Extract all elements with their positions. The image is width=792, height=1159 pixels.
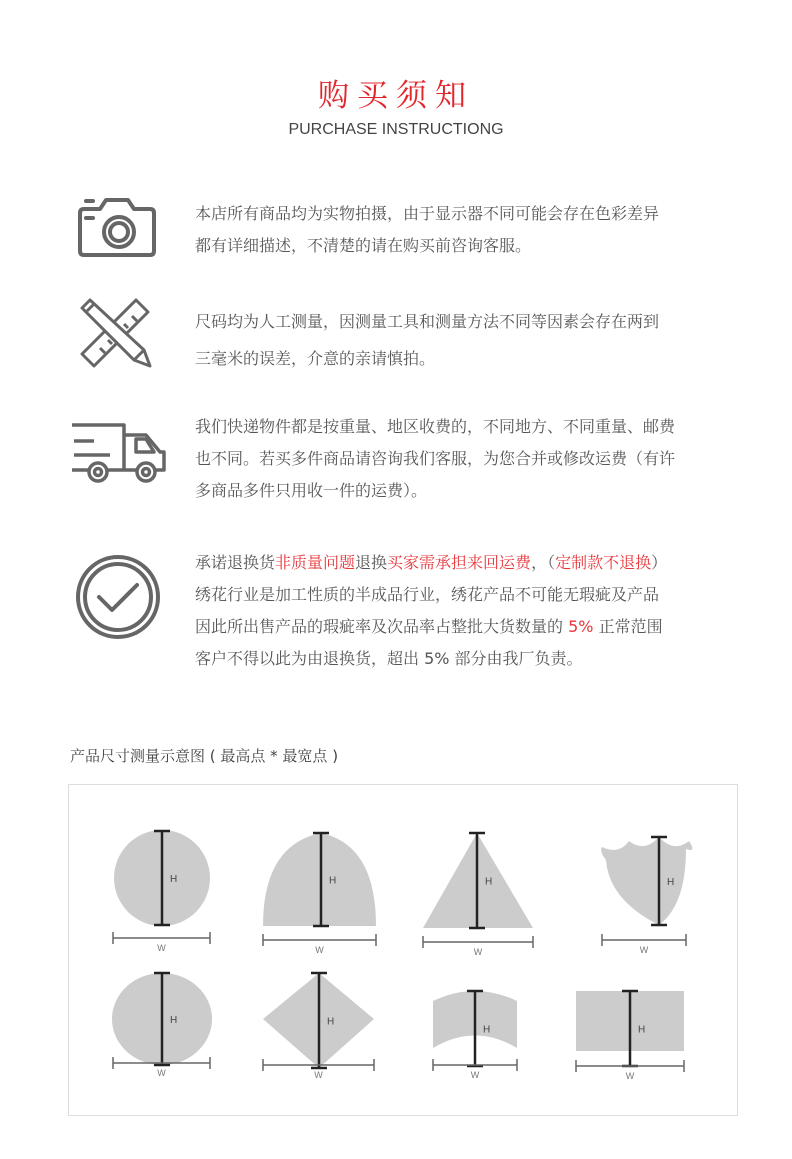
width-label: W	[157, 1068, 166, 1078]
measurement-diagram	[68, 784, 738, 1116]
notice-line: 本店所有商品均为实物拍摄，由于显示器不同可能会存在色彩差异	[195, 204, 660, 223]
notice-line: 尺码均为人工测量，因测量工具和测量方法不同等因素会存在两到	[195, 312, 660, 331]
highlight: 买家需承担来回运费	[387, 553, 532, 572]
notice-line: 三毫米的误差，介意的亲请慎拍。	[195, 349, 436, 368]
height-label: H	[483, 1024, 491, 1036]
notice-returns	[195, 547, 667, 675]
highlight: 5%	[568, 617, 594, 636]
notice-line: 我们快递物件都是按重量、地区收费的，不同地方、不同重量、邮费	[195, 417, 676, 436]
notice-line	[195, 547, 667, 579]
camera-icon	[76, 195, 158, 259]
ruler-pencil-icon	[78, 296, 154, 368]
check-circle-icon	[74, 553, 162, 641]
width-label: W	[625, 1071, 635, 1081]
notice-line: 也不同。若买多件商品请咨询我们客服，为您合并或修改运费（有许	[195, 449, 676, 468]
page-title: 购买须知	[318, 78, 474, 114]
width-label: W	[473, 947, 483, 957]
text: 正常范围	[593, 617, 663, 636]
height-label: H	[170, 1015, 178, 1026]
shape-dome	[263, 833, 376, 926]
notice-line: 多商品多件只用收一件的运费）。	[195, 481, 428, 500]
width-label: W	[314, 1070, 323, 1080]
height-label: H	[485, 876, 493, 888]
highlight: 非质量问题	[275, 553, 356, 572]
text: 因此所出售产品的瑕疵率及次品率占整批大货数量的	[195, 617, 569, 636]
width-label: W	[157, 943, 166, 953]
text: ，（	[531, 553, 556, 572]
width-label: W	[470, 1070, 480, 1080]
height-label: H	[170, 874, 178, 885]
notice-shipping	[195, 411, 675, 507]
height-label: H	[638, 1024, 646, 1036]
text: 承诺退换货	[195, 553, 276, 572]
delivery-truck-icon	[70, 422, 168, 486]
notice-size	[195, 303, 659, 377]
diagram-caption: 产品尺寸测量示意图 ( 最高点 * 最宽点 )	[70, 747, 339, 765]
text: ）	[651, 553, 668, 572]
height-label: H	[327, 1016, 335, 1028]
notice-line: 都有详细描述，不清楚的请在购买前咨询客服。	[195, 236, 532, 255]
notice-line: 客户不得以此为由退换货，超出 5% 部分由我厂负责。	[195, 649, 583, 668]
height-label: H	[329, 875, 337, 887]
notice-line: 绣花行业是加工性质的半成品行业，绣花产品不可能无瑕疵及产品	[195, 585, 660, 604]
notice-line	[195, 611, 667, 643]
notice-photos	[195, 198, 659, 262]
shape-shield	[601, 837, 692, 925]
text: 退换	[355, 553, 388, 572]
height-label: H	[667, 877, 675, 888]
width-label: W	[315, 945, 324, 955]
page-subtitle: PURCHASE INSTRUCTIONG	[288, 121, 504, 138]
highlight: 定制款不退换	[555, 553, 652, 572]
width-label: W	[639, 945, 649, 955]
